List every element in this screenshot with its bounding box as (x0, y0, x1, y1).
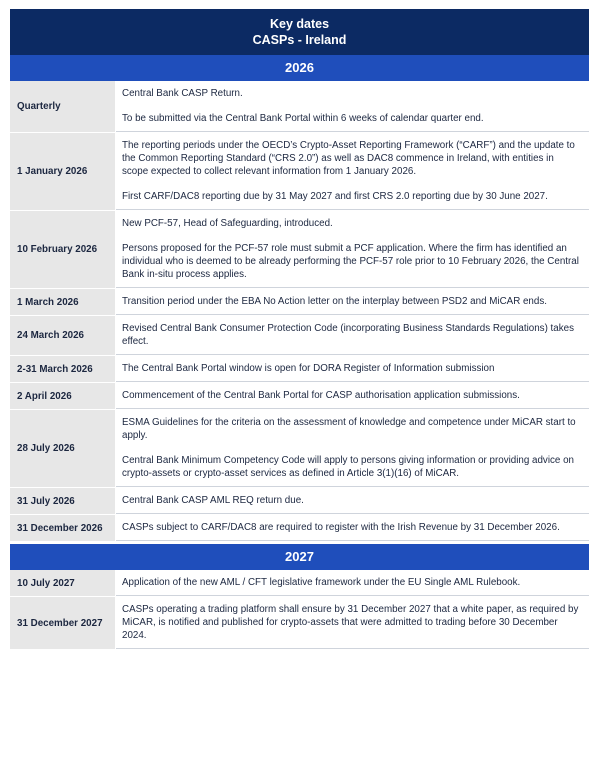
row-paragraph: To be submitted via the Central Bank Portal within 6 weeks of calendar quarter end. (122, 113, 484, 124)
row-description (116, 515, 589, 541)
row-paragraph: Revised Central Bank Consumer Protection Code (incorporating Business Standards Regulations) takes effect. (122, 323, 574, 347)
table-row (10, 515, 589, 542)
row-description (116, 289, 589, 315)
table-row (10, 597, 589, 650)
row-paragraph: Central Bank Minimum Competency Code will apply to persons giving information or providing advice on crypto-assets or crypto-asset services as defined in Article 3(1)(16) of MiCAR. (122, 455, 574, 479)
row-description (116, 410, 589, 487)
table-row (10, 488, 589, 515)
row-description (116, 356, 589, 382)
table-row (10, 133, 589, 211)
row-description (116, 383, 589, 409)
row-date: 31 July 2026 (10, 488, 115, 514)
row-date: 10 July 2027 (10, 570, 115, 596)
row-paragraph: Central Bank CASP AML REQ return due. (122, 495, 304, 506)
row-description (116, 211, 589, 288)
row-description (116, 316, 589, 355)
table-header (10, 9, 589, 55)
row-date: 2 April 2026 (10, 383, 115, 409)
row-date: 10 February 2026 (10, 211, 115, 288)
row-description (116, 133, 589, 210)
row-paragraph: First CARF/DAC8 reporting due by 31 May 2027 and first CRS 2.0 reporting due by 30 June 2027. (122, 191, 548, 202)
table-row (10, 356, 589, 383)
row-date: 24 March 2026 (10, 316, 115, 355)
table-subtitle: CASPs - Ireland (252, 33, 347, 47)
table-body (10, 55, 589, 650)
row-paragraph: The Central Bank Portal window is open for DORA Register of Information submission (122, 363, 495, 374)
table-row (10, 211, 589, 289)
table-title: Key dates (269, 17, 330, 31)
row-date: 2-31 March 2026 (10, 356, 115, 382)
row-date: 31 December 2026 (10, 515, 115, 541)
row-description (116, 81, 589, 132)
year-bar-2027: 2027 (10, 544, 589, 570)
row-paragraph: ESMA Guidelines for the criteria on the assessment of knowledge and competence under MiCAR start to apply. (122, 417, 576, 441)
year-bar-2026: 2026 (10, 55, 589, 81)
row-paragraph: Commencement of the Central Bank Portal for CASP authorisation application submissions. (122, 390, 520, 401)
table-row (10, 570, 589, 597)
row-paragraph: Persons proposed for the PCF-57 role must submit a PCF application. Where the firm has identified an individual who is deemed to be already performing the PCF-57 role prior to 10 February 2026, the Central Bank in-situ process applies. (122, 243, 579, 280)
row-paragraph: Application of the new AML / CFT legislative framework under the EU Single AML Rulebook. (122, 577, 521, 588)
row-description (116, 488, 589, 514)
table-row (10, 289, 589, 316)
row-description (116, 570, 589, 596)
row-paragraph: Transition period under the EBA No Action letter on the interplay between PSD2 and MiCAR ends. (122, 296, 547, 307)
row-date: 28 July 2026 (10, 410, 115, 487)
row-date: Quarterly (10, 81, 115, 132)
table-row (10, 383, 589, 410)
row-date: 1 January 2026 (10, 133, 115, 210)
row-paragraph: The reporting periods under the OECD’s Crypto-Asset Reporting Framework (“CARF”) and the update to the Common Reporting Standard (“CRS 2.0”) as well as DAC8 commence in Ireland, with entities in scope expected to collect relevant information from 1 January 2026. (122, 140, 575, 177)
row-description (116, 597, 589, 649)
table-row (10, 316, 589, 356)
row-paragraph: CASPs subject to CARF/DAC8 are required to register with the Irish Revenue by 31 December 2026. (122, 522, 560, 533)
row-date: 31 December 2027 (10, 597, 115, 649)
row-date: 1 March 2026 (10, 289, 115, 315)
row-paragraph: Central Bank CASP Return. (122, 88, 243, 99)
table-row (10, 81, 589, 133)
table-row (10, 410, 589, 488)
key-dates-table (10, 9, 589, 650)
row-paragraph: New PCF-57, Head of Safeguarding, introduced. (122, 218, 333, 229)
row-paragraph: CASPs operating a trading platform shall ensure by 31 December 2027 that a white paper, as required by MiCAR, is notified and published for crypto-assets that were admitted to trading before 30 December 2024. (122, 604, 579, 641)
